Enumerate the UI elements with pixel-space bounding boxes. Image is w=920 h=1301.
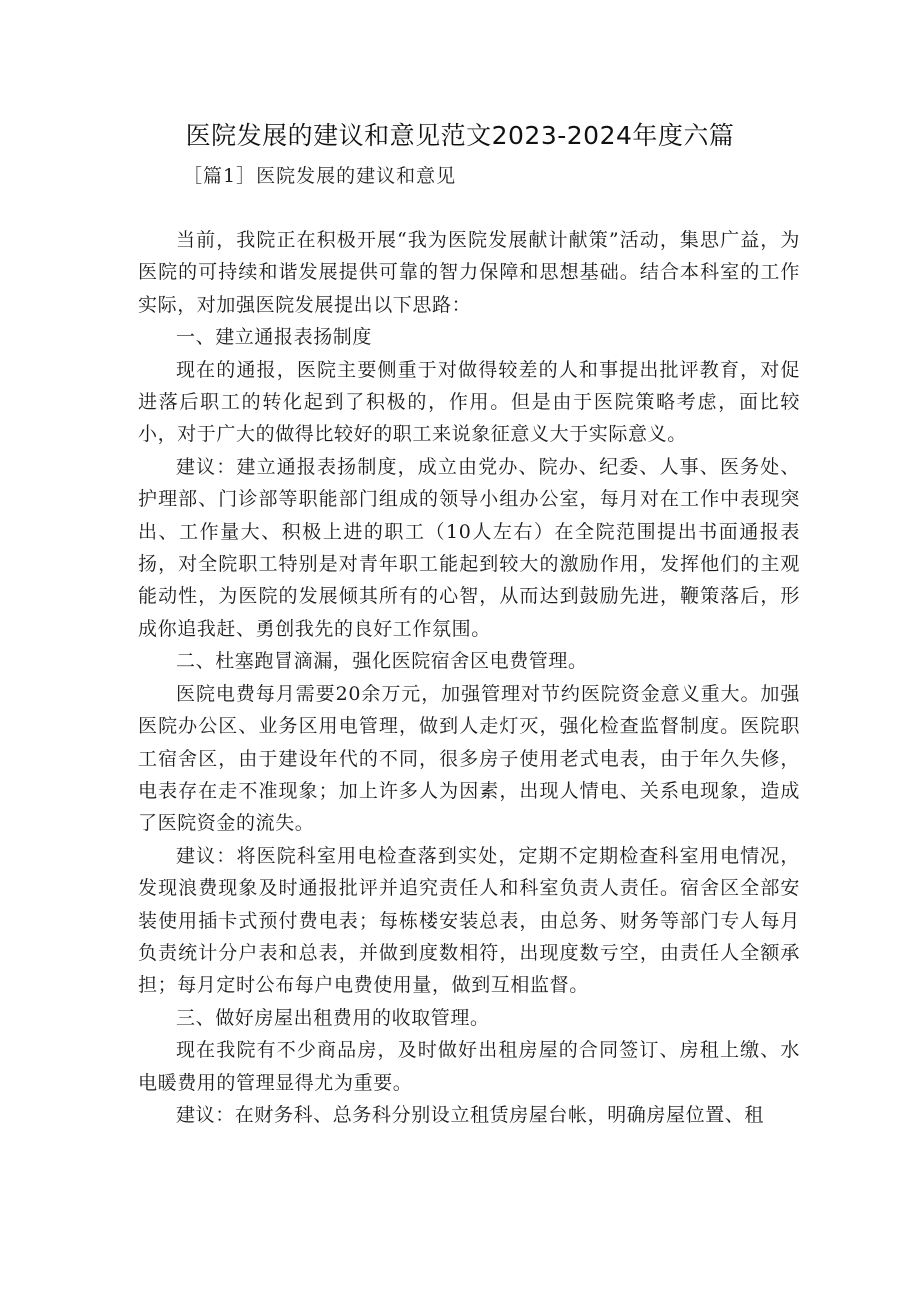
paragraph: 现在我院有不少商品房，及时做好出租房屋的合同签订、房租上缴、水电暖费用的管理显得尤为重要。 — [138, 1039, 800, 1094]
paragraph-suggestion: 建议：将医院科室用电检查落到实处，定期不定期检查科室用电情况，发现浪费现象及时通报批评并追究责任人和科室负责人责任。宿舍区全部安装使用插卡式预付费电表；每栋楼安装总表，由总务、财务等部门专人每月负责统计分户表和总表，并做到度数相符，出现度数亏空，由责任人全额承担；每月定时公布每户电费使用量，做到互相监督。 — [138, 844, 800, 997]
paragraph: 医院电费每月需要20余万元，加强管理对节约医院资金意义重大。加强医院办公区、业务区用电管理，做到人走灯灭，强化检查监督制度。医院职工宿舍区，由于建设年代的不同，很多房子使用老式电表，由于年久失修，电表存在走不准现象；加上许多人为因素，出现人情电、关系电现象，造成了医院资金的流失。 — [138, 682, 800, 835]
paragraph-suggestion: 建议：在财务科、总务科分别设立租赁房屋台帐，明确房屋位置、租 — [176, 1103, 765, 1126]
document-title: 医院发展的建议和意见范文2023-2024年度六篇 — [185, 121, 735, 150]
heading-section-2: 二、杜塞跑冒滴漏，强化医院宿舍区电费管理。 — [176, 650, 588, 673]
paragraph: 现在的通报，医院主要侧重于对做得较差的人和事提出批评教育，对促进落后职工的转化起到了积极的，作用。但是由于医院策略考虑，面比较小，对于广大的做得比较好的职工来说象征意义大于实际意义。 — [138, 358, 800, 446]
document-body — [138, 224, 800, 1131]
heading-section-1: 一、建立通报表扬制度 — [176, 326, 373, 349]
section-subtitle: ［篇1］医院发展的建议和意见 — [183, 165, 457, 187]
paragraph-suggestion: 建议：建立通报表扬制度，成立由党办、院办、纪委、人事、医务处、护理部、门诊部等职能部门组成的领导小组办公室，每月对在工作中表现突出、工作量大、积极上进的职工（10人左右）在全院范围提出书面通报表扬，对全院职工特别是对青年职工能起到较大的激励作用，发挥他们的主观能动性，为医院的发展倾其所有的心智，从而达到鼓励先进，鞭策落后，形成你追我赶、勇创我先的良好工作氛围。 — [138, 455, 800, 640]
paragraph-intro: 当前，我院正在积极开展“我为医院发展献计献策”活动，集思广益，为医院的可持续和谐发展提供可靠的智力保障和思想基础。结合本科室的工作实际，对加强医院发展提出以下思路： — [138, 229, 800, 316]
heading-section-3: 三、做好房屋出租费用的收取管理。 — [176, 1006, 490, 1029]
